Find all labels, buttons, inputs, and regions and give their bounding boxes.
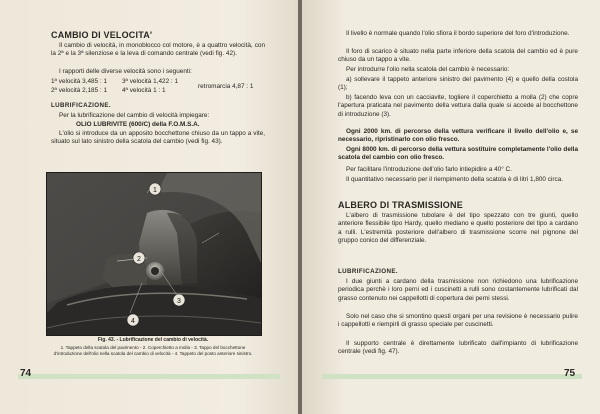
central-support-paragraph: Il supporto centrale è direttamente lubrificato dall'impianto di lubrificazione centrale (vedi fig. 47). <box>338 340 578 356</box>
revision-paragraph: Solo nel caso che si smontino questi organi per una revisione è necessario pulire i cappellotti e riempirli di grasso speciale per cuscinetti. <box>338 313 578 329</box>
footer-band-left <box>18 374 280 379</box>
ratio-fourth: 4ª velocità 1 : 1 <box>122 87 166 94</box>
lubrication-heading-right: LUBRIFICAZIONE. <box>338 268 398 275</box>
figure-caption-title: Fig. 43. - Lubrificazione del cambio di velocità. <box>97 337 209 343</box>
callout-3-label: 3 <box>177 298 181 305</box>
footer-band-right <box>322 374 582 379</box>
check-2000km-paragraph: Ogni 2000 km. di percorso della vettura verificare il livello dell'olio e, se necessario, ripristinarlo con olio fresco. <box>338 128 578 144</box>
callout-1 <box>149 183 161 195</box>
section-title-gearbox: CAMBIO DI VELOCITA' <box>51 30 153 40</box>
warm-oil-paragraph: Per facilitare l'introduzione dell'olio farlo intiepidire a 40° C. <box>346 166 512 173</box>
section-title-shaft: ALBERO DI TRASMISSIONE <box>338 200 463 210</box>
ratio-reverse: retromarcia 4,87 : 1 <box>198 83 254 90</box>
gearbox-photo <box>46 172 262 336</box>
left-page <box>0 0 298 414</box>
callout-3 <box>173 294 185 306</box>
ratios-intro-paragraph: I rapporti delle diverse velocità sono i seguenti: <box>59 68 192 75</box>
callout-2-label: 2 <box>137 256 141 263</box>
ratio-second: 2ª velocità 2,185 : 1 <box>51 87 108 94</box>
replace-8000km-paragraph: Ogni 8000 km. di percorso della vettura sostituire completamente l'olio della scatola del cambio con olio fresco. <box>338 146 578 162</box>
oil-introduction-text: L'olio si introduce da un apposito bocchettone chiuso da un tappo a vite, situato sul lato sinistro della scatola del cambio (vedi fig. 43). <box>51 130 265 146</box>
oil-level-paragraph: Il livello è normale quando l'olio sfiora il bordo superiore del foro d'introduzione. <box>346 30 570 37</box>
callout-4-label: 4 <box>131 318 135 325</box>
shaft-description-paragraph: L'albero di trasmissione tubolare è del tipo spezzato con tre giunti, quello anteriore flessibile tipo Hardy, quello mediano e quello posteriore del tipo a cardano a rulli. L'estremità posteriore dell'albero di trasmissione scorre nel pignone del gruppo conico del differenziale. <box>338 212 578 245</box>
page-number-right: 75 <box>564 368 576 379</box>
drain-hole-paragraph: Il foro di scarico è situato nella parte inferiore della scatola del cambio ed è pure chiuso da un tappo a vite. <box>338 48 578 64</box>
callout-4 <box>127 314 139 326</box>
ratio-first: 1ª velocità 3,485 : 1 <box>51 78 108 85</box>
callout-2 <box>133 252 145 264</box>
step-b-paragraph: b) facendo leva con un cacciavite, togliere il coperchietto a molla (2) che copre l'apertura praticata nel pavimento della vettura dalla quale si accede al bocchettone di introduzione (3). <box>338 94 578 118</box>
oil-name: OLIO LUBRIVITE (600/C) della F.O.M.S.A. <box>76 121 200 128</box>
gearbox-intro-paragraph: Il cambio di velocità, in monoblocco col motore, è a quattro velocità, con la 2ª e la 3ª silenziose e la leva di comando centrale (vedi fig. 42). <box>51 42 265 58</box>
joints-lubrication-paragraph: I due giunti a cardano della trasmissione non richiedono una lubrificazione periodica perchè i loro perni ed i cuscinetti a rulli sono costantemente lubrificati dal grasso contenuto nei cappellotti di copertura dei perni stessi. <box>338 278 578 302</box>
lubrication-heading-left: LUBRIFICAZIONE. <box>51 102 111 109</box>
page-number-left: 74 <box>20 368 32 379</box>
oil-quantity-paragraph: Il quantitativo necessario per il riempimento della scatola è di litri 1,800 circa. <box>346 176 564 183</box>
right-page <box>302 0 600 414</box>
figure-caption-text: 1. Tappeto della scatola del pavimento - 2. Coperchietto a molla - 3. Tappo del bocchettone d'introduzione dell'olio nella scatola del cambio di velocità - 4. Tappeto del posto anteriore sinistro. <box>53 345 253 356</box>
step-a-paragraph: a) sollevare il tappeto anteriore sinistro del pavimento (4) e quello della costola (1); <box>338 76 578 92</box>
callout-1-label: 1 <box>153 187 157 194</box>
lubrication-text: Per la lubrificazione del cambio di velocità impiegare: <box>59 112 210 119</box>
ratio-third: 3ª velocità 1,422 : 1 <box>122 78 179 85</box>
gearbox-photo-drawing <box>47 173 261 335</box>
oil-intro-steps-paragraph: Per introdurre l'olio nella scatola del cambio è necessario: <box>346 66 510 73</box>
